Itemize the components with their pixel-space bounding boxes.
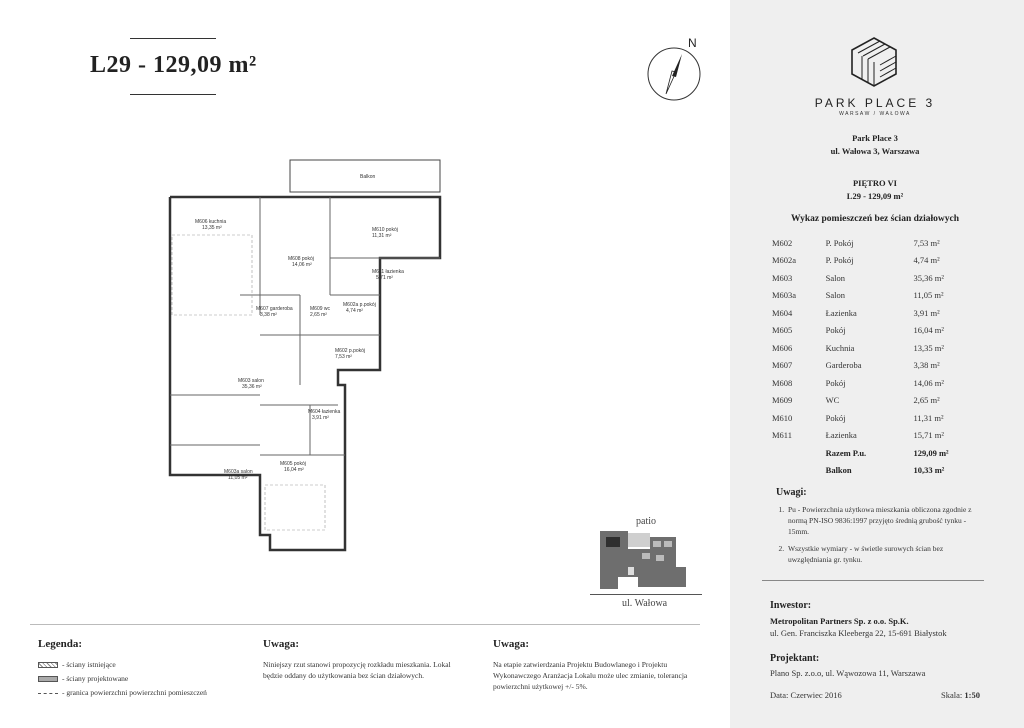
floor-area: L29 - 129,09 m²: [846, 191, 904, 201]
room-code: M611: [772, 430, 792, 441]
plan-room-code: M607 garderoba: [256, 306, 293, 312]
room-row: [772, 287, 972, 305]
room-area: 7,53 m²: [913, 237, 940, 248]
note2-heading: Uwaga:: [493, 638, 530, 650]
floor-plan: [150, 155, 460, 555]
title-rule-top: [130, 38, 216, 39]
room-area: 2,65 m²: [913, 395, 940, 406]
scale-info: [941, 690, 980, 700]
room-name: P. Pokój: [825, 237, 854, 248]
plan-room-area: 35,36 m²: [242, 384, 262, 390]
room-name: Pokój: [825, 325, 846, 336]
right-divider: [762, 580, 984, 581]
room-area: 11,05 m²: [913, 290, 944, 301]
legend-item: [38, 674, 128, 683]
room-row: [772, 339, 972, 357]
room-row: [772, 269, 972, 287]
title-rule-bottom: [130, 94, 216, 95]
designer-heading: Projektant:: [770, 653, 820, 664]
remark-item: 1. Pu - Powierzchnia użytkowa mieszkania obliczona zgodnie z normą PN-ISO 9836:1997 przyjęto średnią grubość tynku - 15mm.: [786, 505, 981, 538]
rooms-title: Wykaz pomieszczeń bez ścian działowych: [791, 214, 959, 224]
legend-item: [38, 660, 116, 669]
patio-label: patio: [636, 516, 656, 527]
plan-room-code: M604 łazienka: [308, 409, 341, 415]
room-name: Salon: [825, 290, 846, 301]
existing-wall-swatch: [38, 662, 58, 668]
plan-room-code: M603 salon: [238, 378, 264, 384]
legend-item-label: - ściany projektowane: [62, 674, 129, 683]
room-code: M603a: [772, 290, 797, 301]
boundary-line-swatch: [38, 693, 58, 694]
room-area: 15,71 m²: [913, 430, 944, 441]
note1-heading: Uwaga:: [263, 638, 300, 650]
room-area: 16,04 m²: [913, 325, 944, 336]
total-row: [772, 444, 972, 462]
room-row: [772, 234, 972, 252]
plan-room-area: 16,04 m²: [284, 467, 304, 473]
room-area: 11,31 m²: [913, 412, 944, 423]
room-area: 13,35 m²: [913, 342, 944, 353]
remarks-list: [776, 505, 981, 571]
room-code: M602a: [772, 255, 797, 266]
park-place-logo-icon: [848, 36, 900, 88]
total-label: Razem P.u.: [825, 447, 867, 458]
balcony-value: 10,33 m²: [913, 465, 945, 476]
room-code: M609: [772, 395, 793, 406]
room-area: 3,91 m²: [913, 307, 940, 318]
date-label: Data: Czerwiec 2016: [770, 690, 842, 700]
room-name: Kuchnia: [825, 342, 855, 353]
room-row: [772, 357, 972, 375]
room-code: M608: [772, 377, 793, 388]
scale-label: Skala:: [941, 690, 963, 700]
room-row: [772, 409, 972, 427]
room-row: [772, 427, 972, 445]
balcony-row: [772, 462, 972, 480]
compass-north-label: N: [688, 36, 697, 50]
street-rule: [590, 594, 702, 595]
room-name: P. Pokój: [825, 255, 854, 266]
room-name: Łazienka: [825, 430, 857, 441]
balcony-label: Balkon: [825, 465, 852, 476]
plan-room-code: M611 łazienka: [372, 269, 404, 275]
plan-room-code: M610 pokój: [372, 227, 398, 233]
legend-item: [38, 688, 207, 697]
legend-heading: Legenda:: [38, 638, 82, 650]
room-name: Łazienka: [825, 307, 857, 318]
scale-value: 1:50: [964, 690, 980, 700]
room-code: M605: [772, 325, 793, 336]
designer-text: Plano Sp. z.o.o, ul. Wąwozowa 11, Warszawa: [770, 668, 926, 678]
plan-room-area: 13,35 m²: [202, 225, 222, 231]
street-label: ul. Wałowa: [622, 598, 668, 609]
room-name: Pokój: [825, 377, 846, 388]
room-row: [772, 252, 972, 270]
room-name: Salon: [825, 272, 846, 283]
room-code: M603: [772, 272, 793, 283]
legend-item-label: - ściany istniejące: [62, 660, 116, 669]
room-name: Garderoba: [825, 360, 862, 371]
plan-room-area: 7,53 m²: [335, 354, 352, 360]
plan-room-area: 2,65 m²: [310, 312, 327, 318]
balcony-label: Balkon: [360, 174, 376, 180]
address-line2: ul. Wałowa 3, Warszawa: [830, 146, 920, 156]
room-code: M606: [772, 342, 793, 353]
plan-room-area: 5,71 m²: [376, 275, 393, 281]
plan-room-area: 3,38 m²: [260, 312, 277, 318]
plan-room-code: M609 wc: [310, 306, 331, 312]
brand-name: PARK PLACE 3: [814, 96, 936, 110]
room-area: 14,06 m²: [913, 377, 944, 388]
plan-room-code: M606 kuchnia: [195, 219, 227, 225]
room-name: WC: [825, 395, 840, 406]
site-minimap: [598, 527, 690, 593]
plan-room-code: M602a p.pokój: [343, 302, 376, 308]
room-code: M607: [772, 360, 793, 371]
floor-label: PIĘTRO VI: [852, 178, 897, 188]
plan-room-code: M608 pokój: [288, 256, 314, 262]
plan-room-code: M605 pokój: [280, 461, 306, 467]
rooms-table: [772, 234, 972, 479]
footer: [770, 690, 980, 700]
room-area: 4,74 m²: [913, 255, 940, 266]
page-title: L29 - 129,09 m²: [90, 52, 257, 78]
note2-text: Na etapie zatwierdzania Projektu Budowlanego i Projektu Wykonawczego Aranżacja Lokalu może ulec zmianie, tolerancja powierzchni użytkowej +/- 5%.: [493, 660, 688, 691]
note1-text: Niniejszy rzut stanowi propozycję rozkładu mieszkania. Lokal będzie oddany do użytkowania bez ścian działowych.: [263, 660, 451, 680]
room-row: [772, 392, 972, 410]
total-value: 129,09 m²: [913, 447, 949, 458]
room-row: [772, 304, 972, 322]
remarks-heading: Uwagi:: [776, 487, 807, 498]
room-row: [772, 322, 972, 340]
room-row: [772, 374, 972, 392]
plan-room-area: 11,05 m²: [228, 475, 248, 481]
plan-room-code: M602 p.pokój: [335, 348, 366, 354]
investor-address: ul. Gen. Franciszka Kleeberga 22, 15-691 Białystok: [770, 628, 947, 638]
designed-wall-swatch: [38, 676, 58, 682]
room-area: 35,36 m²: [913, 272, 944, 283]
plan-room-code: M603a salon: [224, 469, 253, 475]
room-area: 3,38 m²: [913, 360, 940, 371]
room-code: M604: [772, 307, 793, 318]
remark-item: 2. Wszystkie wymiary - w świetle surowych ścian bez uwzględniania gr. tynku.: [786, 544, 981, 566]
compass-icon: [646, 46, 702, 102]
investor-heading: Inwestor:: [770, 600, 812, 611]
room-code: M602: [772, 237, 793, 248]
address-line1: Park Place 3: [852, 133, 898, 143]
plan-room-area: 11,31 m²: [372, 233, 392, 239]
room-name: Pokój: [825, 412, 846, 423]
bottom-divider: [30, 624, 700, 625]
room-code: M610: [772, 412, 793, 423]
legend-item-label: - granica powierzchni powierzchni pomieszczeń: [62, 688, 207, 697]
brand-subtitle: WARSAW / WAŁOWA: [839, 111, 911, 117]
plan-room-area: 3,91 m²: [312, 415, 329, 421]
investor-name: Metropolitan Partners Sp. z o.o. Sp.K.: [770, 616, 909, 626]
plan-room-area: 4,74 m²: [346, 308, 363, 314]
plan-room-area: 14,06 m²: [292, 262, 312, 268]
